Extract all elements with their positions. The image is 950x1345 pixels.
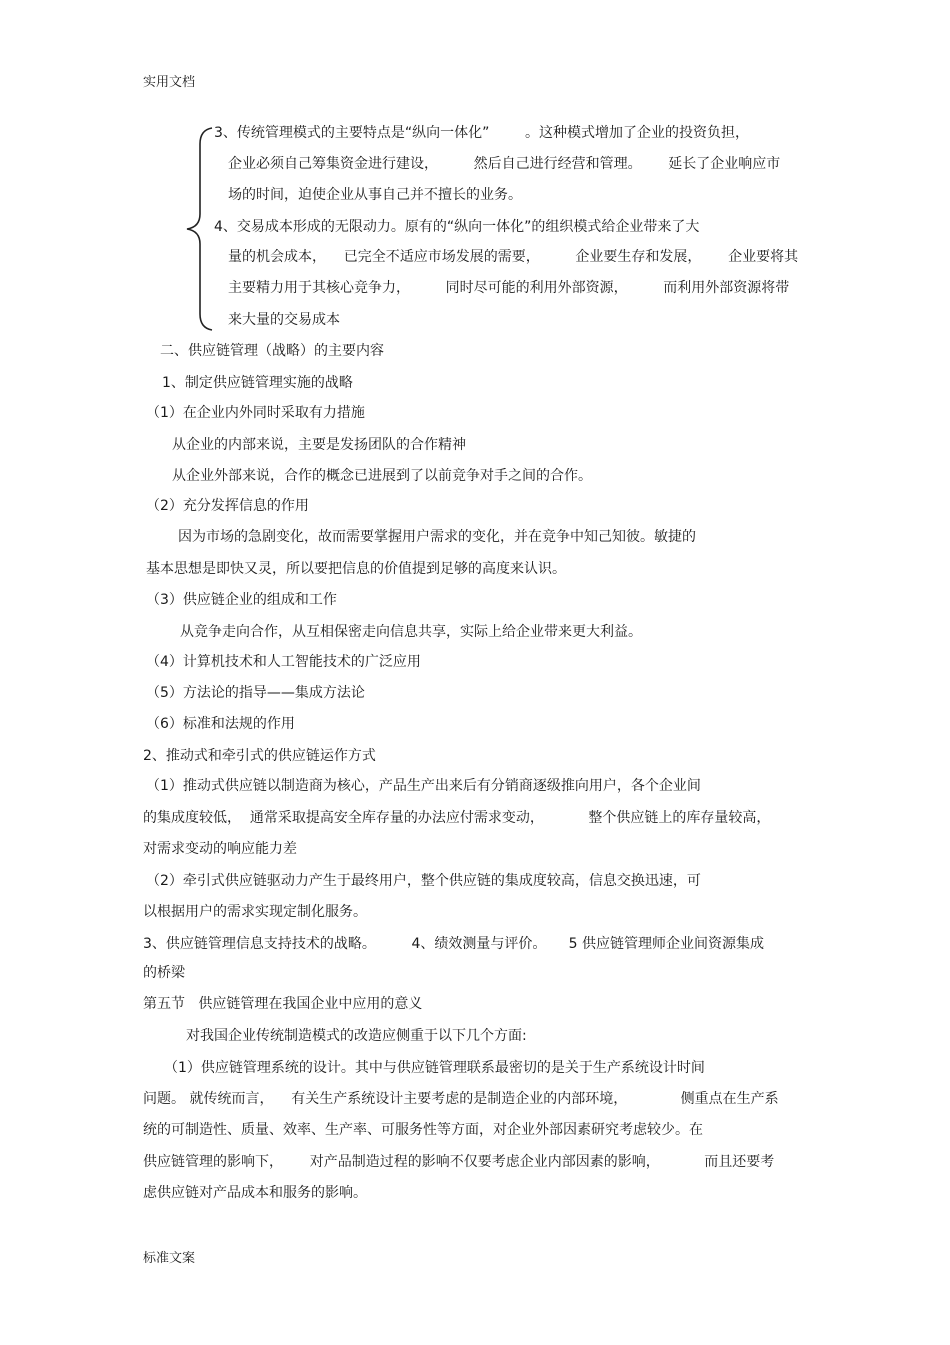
item3-line-1: 3、传统管理模式的主要特点是“纵向一体化” 。这种模式增加了企业的投资负担， [214, 125, 750, 141]
subheading-2: 2、推动式和牵引式的供应链运作方式 [143, 748, 376, 764]
list-item: （5）方法论的指导——集成方法论 [146, 685, 365, 701]
list-item: （2）牵引式供应链驱动力产生于最终用户，整个供应链的集成度较高，信息交换迅速，可 [146, 873, 701, 889]
item3-line-2: 企业必须自己筹集资金进行建设， 然后自己进行经营和管理。 延长了企业响应市 [228, 156, 781, 172]
page-header: 实用文档 [143, 75, 196, 90]
paragraph-line: 虑供应链对产品成本和服务的影响。 [143, 1185, 367, 1201]
curly-brace-icon [182, 126, 218, 332]
paragraph-line: 以根据用户的需求实现定制化服务。 [143, 904, 367, 920]
paragraph-line: 问题。 就传统而言， 有关生产系统设计主要考虑的是制造企业的内部环境， 侧重点在生产系 [143, 1091, 779, 1107]
subheading-3: 3、供应链管理信息支持技术的战略。 4、绩效测量与评价。 5 供应链管理师企业间资源集成 [143, 936, 765, 952]
page-footer: 标准文案 [143, 1251, 196, 1266]
paragraph-line: 的集成度较低， 通常采取提高安全库存量的办法应付需求变动， 整个供应链上的库存量较高， [143, 810, 771, 826]
paragraph-line: 供应链管理的影响下， 对产品制造过程的影响不仅要考虑企业内部因素的影响， 而且还要考 [143, 1154, 775, 1170]
list-item: （4）计算机技术和人工智能技术的广泛应用 [146, 654, 421, 670]
section-title: 第五节 供应链管理在我国企业中应用的意义 [143, 996, 423, 1012]
paragraph-line: 对我国企业传统制造模式的改造应侧重于以下几个方面: [186, 1028, 527, 1044]
paragraph-line: 基本思想是即快又灵，所以要把信息的价值提到足够的高度来认识。 [146, 561, 566, 577]
paragraph-line: 对需求变动的响应能力差 [143, 841, 297, 857]
paragraph-line: 因为市场的急剧变化，故而需要掌握用户需求的变化，并在竞争中知己知彼。敏捷的 [178, 529, 696, 545]
item4-line-2: 量的机会成本， 已完全不适应市场发展的需要， 企业要生存和发展， 企业要将其 [228, 249, 799, 265]
list-item: （3）供应链企业的组成和工作 [146, 592, 337, 608]
list-item: （1）推动式供应链以制造商为核心，产品生产出来后有分销商逐级推向用户，各个企业间 [146, 778, 701, 794]
item3-line-3: 场的时间，迫使企业从事自己并不擅长的业务。 [228, 187, 522, 203]
item4-line-1: 4、交易成本形成的无限动力。原有的“纵向一体化”的组织模式给企业带来了大 [214, 219, 700, 235]
list-item: （2）充分发挥信息的作用 [146, 498, 309, 514]
section-heading: 二、供应链管理（战略）的主要内容 [160, 343, 384, 359]
item4-line-4: 来大量的交易成本 [228, 312, 340, 328]
list-item: （1）在企业内外同时采取有力措施 [146, 405, 365, 421]
paragraph-line: 统的可制造性、质量、效率、生产率、可服务性等方面，对企业外部因素研究考虑较少。在 [143, 1122, 703, 1138]
subheading-1: 1、制定供应链管理实施的战略 [162, 375, 353, 391]
list-item: （1）供应链管理系统的设计。其中与供应链管理联系最密切的是关于生产系统设计时间 [164, 1060, 705, 1076]
list-item: （6）标准和法规的作用 [146, 716, 295, 732]
item4-line-3: 主要精力用于其核心竞争力， 同时尽可能的利用外部资源， 而利用外部资源将带 [228, 280, 790, 296]
paragraph-line: 的桥梁 [143, 965, 185, 981]
paragraph-line: 从竞争走向合作，从互相保密走向信息共享，实际上给企业带来更大利益。 [180, 624, 642, 640]
paragraph-line: 从企业的内部来说，主要是发扬团队的合作精神 [172, 437, 466, 453]
paragraph-line: 从企业外部来说，合作的概念已进展到了以前竞争对手之间的合作。 [172, 468, 592, 484]
